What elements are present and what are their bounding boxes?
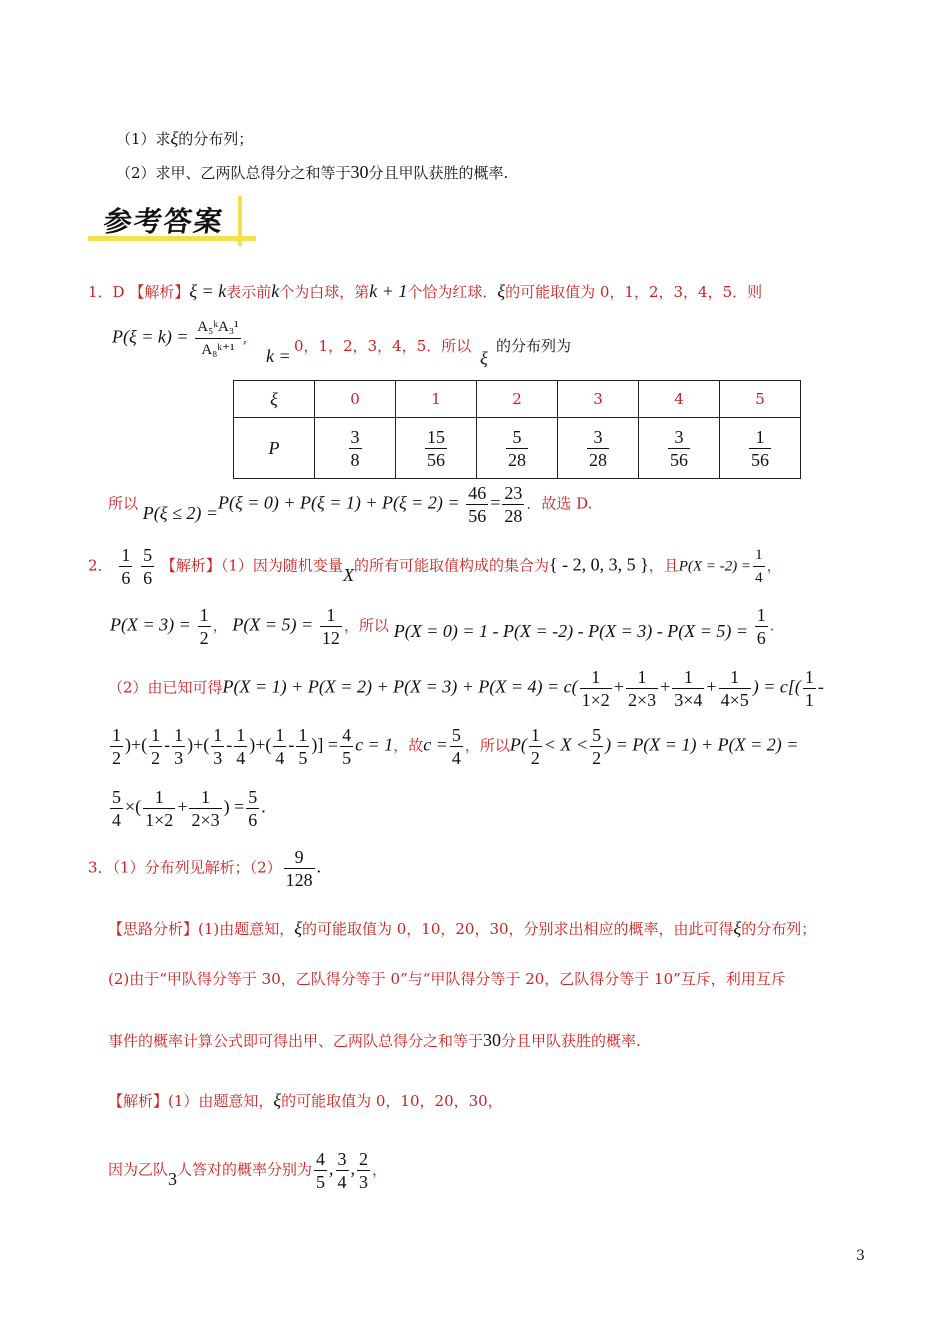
- answer-1-line-1: 1．D 【解析】ξ = k表示前k个为白球，第k + 1个恰为红球．ξ的可能取值为 0，1，2，3，4，5．则: [88, 281, 763, 301]
- dist-symbol: ξ: [480, 348, 488, 368]
- table-row: [234, 381, 801, 418]
- table-row-symbol: P: [234, 418, 315, 479]
- reference-answer-banner: [88, 196, 256, 252]
- question-2: （2）求甲、乙两队总得分之和等于30分且甲队获胜的概率.: [116, 162, 509, 182]
- answer-2-line-2: P(X = 3) = $\frac{1}{2}$ ， P(X = 5) = $\frac{1}{12}$ ，所以 P(X = 0) = 1 - P(X = -2) - P(X = 3) - P(X = 5) = $\frac{1}{6}$ .: [110, 605, 775, 648]
- table-cell: $\frac{15}{56}$: [396, 418, 477, 479]
- table-header-cell: 5: [720, 381, 801, 418]
- table-header-cell: 2: [477, 381, 558, 418]
- answer-2-line-3: （2）由已知可得P(X = 1) + P(X = 2) + P(X = 3) + P(X = 4) = c( $\frac{1}{1\times 2}$ + $\frac{1}{2\times 3}$ + $\frac{1}{3\times 4}$ + $\frac{1}{4\times 5}$ ) = c[( $\frac{1}{1}$ -: [108, 667, 824, 710]
- table-cell: $\frac{5}{28}$: [477, 418, 558, 479]
- table-header-symbol: ξ: [234, 381, 315, 418]
- answer-2-line-1: 2． $\frac{1}{6}$ $\frac{5}{6}$ 【解析】（1）因为随机变量X的所有可能取值构成的集合为{ - 2, 0, 3, 5 }，且P(X = -2) = $\frac{1}{4}$ ，: [88, 545, 782, 588]
- answer-3-solution: 【解析】(1）由题意知，ξ的可能取值为 0，10，20，30，: [108, 1090, 503, 1110]
- distribution-table: [233, 380, 801, 479]
- answer-1-formula: P(ξ = k) = $\frac{\text{A₅ᵏA₃¹}}{\text{A₈ᵏ⁺¹}}$ ,: [112, 316, 247, 361]
- page-number: 3: [856, 1248, 865, 1264]
- banner-title: 参考答案: [101, 205, 227, 238]
- answer-2-line-5: $\frac{5}{4}$ ×( $\frac{1}{1\times 2}$ + $\frac{1}{2\times 3}$ ) = $\frac{5}{6}$ .: [112, 787, 266, 830]
- table-header-cell: 3: [558, 381, 639, 418]
- table-row: [234, 418, 801, 479]
- answer-3-analysis-1: 【思路分析】(1)由题意知，ξ的可能取值为 0，10，20，30，分别求出相应的概率，由此可得ξ的分布列；: [108, 918, 817, 938]
- dist-caption: 的分布列为: [496, 337, 572, 355]
- answer-3-analysis-3: 事件的概率计算公式即可得出甲、乙两队总得分之和等于30分且甲队获胜的概率.: [108, 1030, 641, 1050]
- table-header-cell: 0: [315, 381, 396, 418]
- table-cell: $\frac{3}{28}$: [558, 418, 639, 479]
- answer-3-probabilities: 因为乙队3人答对的概率分别为 $\frac{4}{5}$ , $\frac{3}{4}$ , $\frac{2}{3}$ ，: [108, 1149, 388, 1192]
- table-header-cell: 4: [639, 381, 720, 418]
- answer-3-analysis-2: (2)由于“甲队得分等于 30，乙队得分等于 0”与“甲队得分等于 20，乙队得分等于 10”互斥，利用互斥: [108, 970, 786, 988]
- answer-2-line-4: $\frac{1}{2}$ )+( $\frac{1}{2}$ - $\frac{1}{3}$ )+( $\frac{1}{3}$ - $\frac{1}{4}$ )+( $\frac{1}{4}$ - $\frac{1}{5}$ )] = $\frac{4}{5}$ c = 1，故c = $\frac{5}{4}$ ，所以P( $\frac{1}{2}$ < X < $\frac{5}{2}$ ) = P(X = 1) + P(X = 2) =: [112, 725, 799, 768]
- table-cell: $\frac{3}{56}$: [639, 418, 720, 479]
- question-1: （1）求ξ的分布列；: [116, 128, 254, 148]
- k-values-text: 0，1，2，3，4，5．所以: [294, 337, 472, 355]
- answer-3-line-1: 3．（1）分布列见解析；（2） $\frac{9}{128}$ .: [88, 847, 322, 890]
- table-header-cell: 1: [396, 381, 477, 418]
- formula-fraction: $\frac{\text{A₅ᵏA₃¹}}{\text{A₈ᵏ⁺¹}}$: [195, 316, 240, 361]
- answer-1-conclusion: 所以 P(ξ ≤ 2) =P(ξ = 0) + P(ξ = 1) + P(ξ = 2) = $\frac{46}{56}$ = $\frac{23}{28}$ ．故选 D.: [108, 483, 593, 526]
- k-equals: k =: [266, 346, 291, 366]
- table-cell: $\frac{1}{56}$: [720, 418, 801, 479]
- table-cell: $\frac{3}{8}$: [315, 418, 396, 479]
